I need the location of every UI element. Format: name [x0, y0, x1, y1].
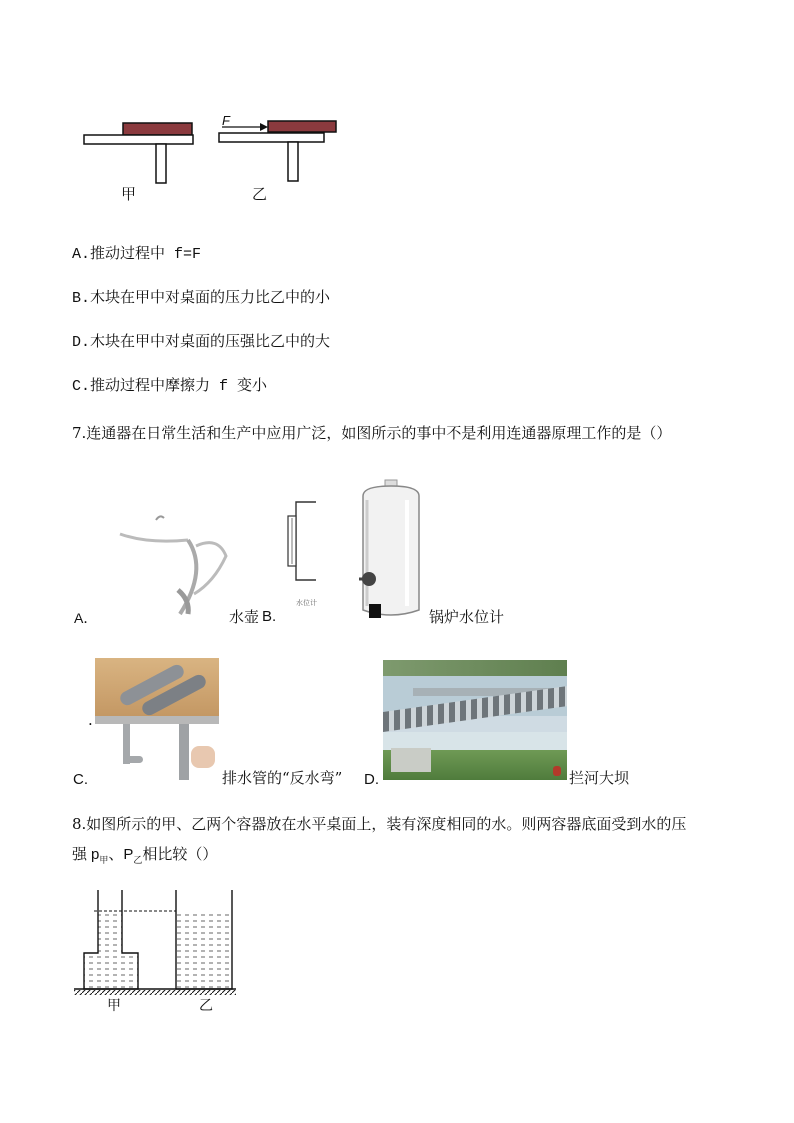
q6-label-jia: 甲: [121, 185, 137, 203]
drain-pipe-photo: [95, 658, 219, 784]
force-label: F: [222, 113, 230, 128]
q6-option-a: A.推动过程中 f=F: [72, 246, 202, 263]
q7-option-c-caption: 排水管的“反水弯”: [222, 769, 343, 787]
q8-stem-line2: [72, 844, 217, 871]
q8-stem-prefix: 强: [72, 845, 88, 863]
kettle-image: [118, 510, 238, 622]
boiler-image: [355, 478, 427, 624]
water-gauge-text: 水位计: [296, 599, 317, 607]
pressure-yi-subscript: 乙: [133, 856, 143, 866]
q7-stem: 7.连通器在日常生活和生产中应用广泛，如图所示的事中不是利用连通器原理工作的是（）: [72, 424, 672, 442]
q7-option-c-dot: .: [88, 711, 93, 729]
q6-figure-yi: [216, 115, 346, 187]
q6-label-yi: 乙: [252, 185, 268, 203]
q7-option-b-caption: 锅炉水位计: [429, 608, 505, 626]
q6-option-c: C.推动过程中摩擦力 f 变小: [72, 378, 268, 395]
wooden-block: [123, 123, 192, 135]
table-top: [84, 135, 193, 144]
q8-label-yi: 乙: [199, 998, 213, 1014]
dam-photo: [383, 660, 567, 780]
q7-option-d-letter: D.: [364, 771, 379, 788]
table-leg: [288, 142, 298, 181]
q8-separator: 、: [108, 845, 124, 863]
q7-option-a-caption: 水壶: [229, 608, 260, 626]
table-top: [219, 133, 324, 142]
pressure-jia-subscript: 甲: [99, 856, 109, 866]
table-leg: [156, 144, 166, 183]
q6-option-b: B.木块在甲中对桌面的压力比乙中的小: [72, 290, 331, 307]
pressure-jia-symbol: p: [91, 846, 100, 863]
q6-option-d: D.木块在甲中对桌面的压强比乙中的大: [72, 334, 331, 351]
wooden-block-pushed: [268, 121, 336, 132]
q7-option-a-letter: A．: [74, 610, 98, 626]
q8-containers-figure: [72, 888, 242, 998]
q8-stem-suffix: 相比较（）: [142, 845, 218, 863]
q7-option-b-letter: B.: [262, 608, 277, 625]
q8-stem-line1: 8.如图所示的甲、乙两个容器放在水平桌面上，装有深度相同的水。则两容器底面受到水的压: [72, 815, 687, 833]
q7-option-d-caption: 拦河大坝: [569, 769, 630, 787]
q8-label-jia: 甲: [107, 998, 121, 1014]
water-gauge-image: [282, 500, 322, 590]
q7-option-c-letter: C.: [73, 771, 88, 788]
q6-figure-jia: [80, 118, 200, 188]
pressure-yi-symbol: P: [123, 846, 134, 863]
